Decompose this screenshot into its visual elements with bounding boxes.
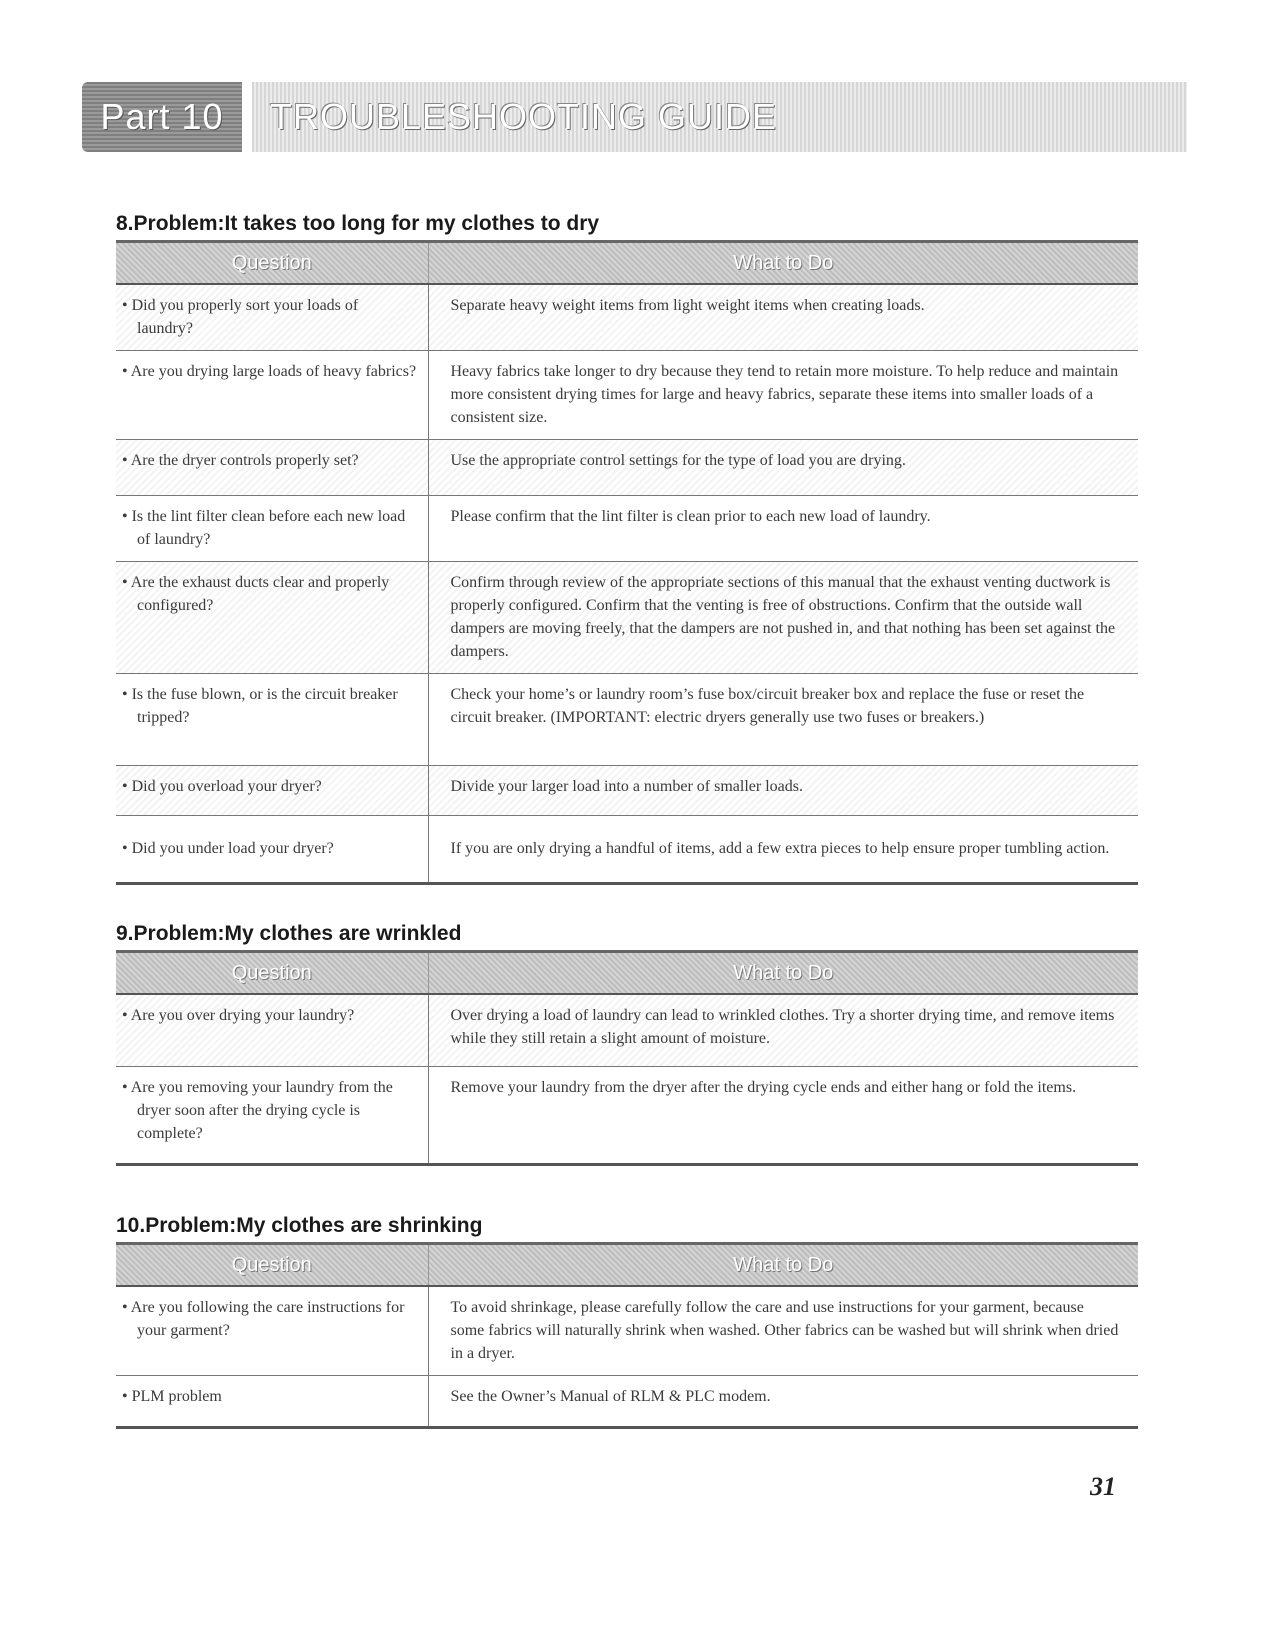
- question-header: Question: [116, 1244, 428, 1287]
- guide-title-box: [252, 82, 1187, 152]
- page-banner: [82, 82, 1187, 152]
- table-row: [116, 440, 1138, 496]
- question-cell: • Are you over drying your laundry?: [122, 1007, 355, 1024]
- table-row: [116, 351, 1138, 440]
- guide-title: TROUBLESHOOTING GUIDE: [270, 96, 778, 137]
- answer-cell: If you are only drying a handful of items, add a few extra pieces to help ensure proper tumbling action.: [428, 816, 1138, 884]
- question-cell: • Are the dryer controls properly set?: [122, 452, 359, 469]
- table-row: [116, 562, 1138, 674]
- table-row: [116, 1066, 1138, 1164]
- section-problem-9: [116, 918, 1138, 1166]
- what-to-do-header: What to Do: [428, 952, 1138, 995]
- table-row: [116, 816, 1138, 884]
- question-cell: • Is the fuse blown, or is the circuit breaker tripped?: [122, 686, 398, 726]
- troubleshooting-table: [116, 240, 1138, 885]
- question-header: Question: [116, 242, 428, 285]
- answer-cell: To avoid shrinkage, please carefully follow the care and use instructions for your garment, because some fabrics will naturally shrink when washed. Other fabrics can be washed but will shrink when dried in a dryer.: [428, 1286, 1138, 1376]
- question-cell: • PLM problem: [122, 1388, 222, 1405]
- answer-cell: Please confirm that the lint filter is clean prior to each new load of laundry.: [428, 496, 1138, 562]
- answer-cell: Separate heavy weight items from light weight items when creating loads.: [428, 284, 1138, 351]
- what-to-do-header: What to Do: [428, 1244, 1138, 1287]
- section-title: 10.Problem:My clothes are shrinking: [116, 1214, 483, 1237]
- section-problem-8: [116, 208, 1138, 885]
- section-problem-10: [116, 1210, 1138, 1429]
- table-row: [116, 1376, 1138, 1428]
- part-label-box: [82, 82, 242, 152]
- answer-cell: See the Owner’s Manual of RLM & PLC modem.: [428, 1376, 1138, 1428]
- question-cell: • Are the exhaust ducts clear and properly configured?: [122, 574, 390, 614]
- answer-cell: Divide your larger load into a number of smaller loads.: [428, 766, 1138, 816]
- answer-cell: Use the appropriate control settings for the type of load you are drying.: [428, 440, 1138, 496]
- table-row: [116, 1286, 1138, 1376]
- page-number: 31: [1090, 1472, 1116, 1501]
- part-label: Part 10: [100, 96, 224, 137]
- troubleshooting-table: [116, 1242, 1138, 1429]
- answer-cell: Heavy fabrics take longer to dry because they tend to retain more moisture. To help reduce and maintain more consistent drying times for large and heavy fabrics, separate these items into smaller loads of a consistent size.: [428, 351, 1138, 440]
- troubleshooting-table: [116, 950, 1138, 1166]
- question-cell: • Did you properly sort your loads of laundry?: [122, 297, 359, 337]
- section-title: 8.Problem:It takes too long for my clothes to dry: [116, 212, 600, 235]
- question-cell: • Are you removing your laundry from the dryer soon after the drying cycle is complete?: [122, 1078, 393, 1142]
- answer-cell: Check your home’s or laundry room’s fuse box/circuit breaker box and replace the fuse or reset the circuit breaker. (IMPORTANT: electric dryers generally use two fuses or breakers.): [428, 674, 1138, 766]
- table-row: [116, 496, 1138, 562]
- section-title: 9.Problem:My clothes are wrinkled: [116, 922, 462, 945]
- table-row: [116, 994, 1138, 1066]
- question-cell: • Did you overload your dryer?: [122, 778, 322, 795]
- question-cell: • Did you under load your dryer?: [122, 840, 334, 857]
- table-row: [116, 284, 1138, 351]
- question-cell: • Are you drying large loads of heavy fabrics?: [122, 363, 417, 380]
- table-row: [116, 674, 1138, 766]
- table-row: [116, 766, 1138, 816]
- answer-cell: Over drying a load of laundry can lead to wrinkled clothes. Try a shorter drying time, and remove items while they still retain a slight amount of moisture.: [428, 994, 1138, 1066]
- question-cell: • Is the lint filter clean before each new load of laundry?: [122, 508, 406, 548]
- what-to-do-header: What to Do: [428, 242, 1138, 285]
- answer-cell: Confirm through review of the appropriate sections of this manual that the exhaust venting ductwork is properly configured. Confirm that the venting is free of obstructions. Confirm that the outside wall dampers are moving freely, that the dampers are not pushed in, and that nothing has been set against the dampers.: [428, 562, 1138, 674]
- question-header: Question: [116, 952, 428, 995]
- answer-cell: Remove your laundry from the dryer after the drying cycle ends and either hang or fold the items.: [428, 1066, 1138, 1164]
- question-cell: • Are you following the care instructions for your garment?: [122, 1299, 405, 1339]
